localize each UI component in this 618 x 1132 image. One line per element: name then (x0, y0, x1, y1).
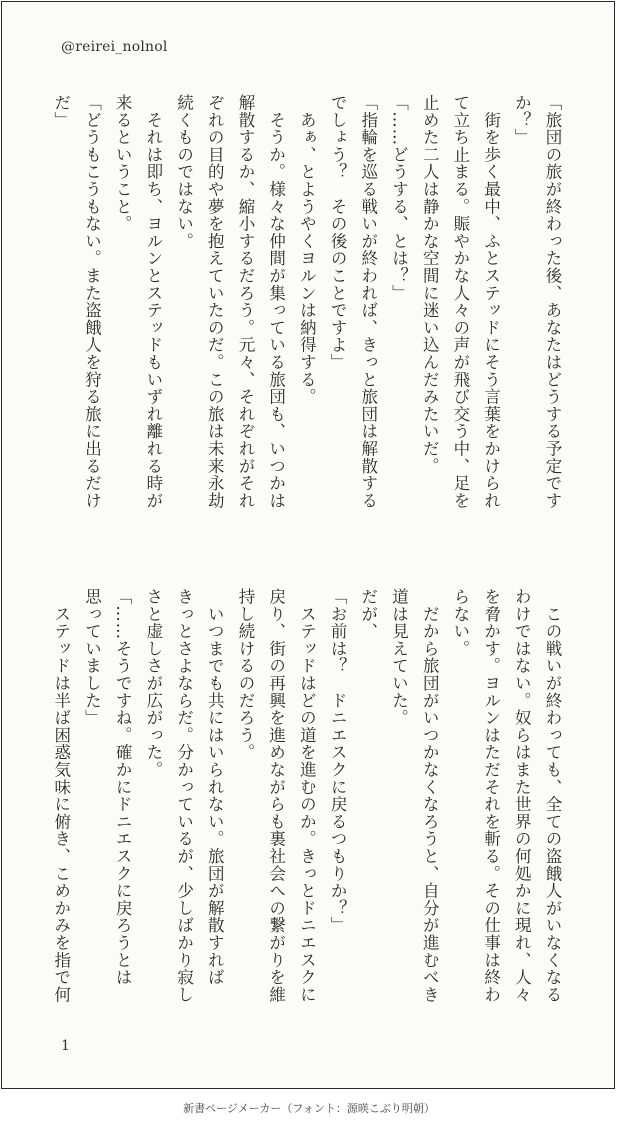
text-line: 「……そうですね。確かにドニエスクに戻ろうとは (113, 588, 133, 986)
text-line: ぞれの目的や夢を抱えていたのだ。この旅は未来永劫 (205, 94, 225, 510)
text-block-upper (51, 94, 567, 534)
text-line: 持し続けるのだろう。 (235, 588, 255, 761)
text-line: 止めた二人は静かな空間に迷い込んだみたいだ。 (420, 94, 440, 475)
text-line: きっとさよならだ。分かっているが、少しばかり寂し (174, 588, 194, 1004)
text-line: あぁ、とようやくヨルンは納得する。 (297, 94, 317, 406)
text-line: を脅かす。ヨルンはただそれを斬る。その仕事は終わ (481, 588, 501, 1004)
text-block-lower (51, 588, 567, 1018)
text-line: でしょう？ その後のことですよ」 (328, 94, 348, 371)
text-line: 「旅団の旅が終わった後、あなたはどうする予定です (543, 94, 562, 510)
text-line: 「どうもこうもない。また盗餓人を狩る旅に出るだけ (82, 94, 102, 510)
text-line: て立ち止まる。賑やかな人々の声が飛び交う中、足を (450, 94, 470, 510)
footer-credit: 新書ページメーカー（フォント：源暎こぶり明朝） (183, 1102, 435, 1115)
text-line: 「……どうする、とは？」 (389, 94, 409, 302)
text-line: だ」 (51, 94, 71, 129)
text-line: 思っていました」 (82, 588, 102, 727)
text-line: ステッドは半ば困惑気味に俯き、こめかみを指で何 (51, 588, 71, 1004)
text-line: それは即ち、ヨルンとステッドもいずれ離れる時が (143, 94, 163, 510)
text-line: そうか。様々な仲間が集っている旅団も、いつかは (266, 94, 286, 510)
text-line: だから旅団がいつかなくなろうと、自分が進むべき (420, 588, 440, 1004)
text-line: か？」 (512, 94, 532, 146)
page-number: 1 (61, 1038, 70, 1054)
text-line: さと虚しさが広がった。 (143, 588, 163, 779)
text-line: いつまでも共にはいられない。旅団が解散すれば (205, 588, 225, 986)
text-line: 道は見えていた。 (389, 588, 409, 727)
text-line: ステッドはどの道を進むのか。きっとドニエスクに (297, 588, 317, 1004)
text-line: 街を歩く最中、ふとステッドにそう言葉をかけられ (481, 94, 501, 510)
author-handle: @reirei_nolnol (61, 39, 168, 55)
text-line: らない。 (450, 588, 470, 658)
book-page (1, 1, 615, 1089)
text-line: 続くものではない。 (174, 94, 194, 250)
text-line: 解散するか、縮小するだろう。元々、それぞれがそれ (235, 94, 255, 510)
text-line: わけではない。奴らはまた世界の何処かに現れ、人々 (512, 588, 532, 1004)
text-line: 来るということ。 (113, 94, 133, 233)
text-line: 戻り、街の再興を進めながらも裏社会への繋がりを維 (266, 588, 286, 1004)
text-line: 「指輪を巡る戦いが終われば、きっと旅団は解散する (358, 94, 378, 510)
text-line: この戦いが終わっても、全ての盗餓人がいなくなる (543, 588, 562, 1004)
text-line: 「お前は？ ドニエスクに戻るつもりか？」 (328, 588, 348, 934)
text-line: だが、 (358, 588, 378, 640)
